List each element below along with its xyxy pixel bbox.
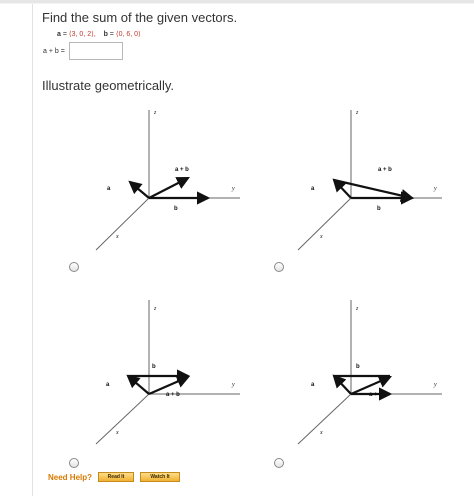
read-it-button[interactable]: Read It bbox=[98, 472, 134, 482]
diagram-4-graphic bbox=[262, 296, 452, 466]
diagram-1-radio[interactable] bbox=[69, 262, 79, 272]
y-axis-label: y bbox=[232, 382, 235, 388]
diagram-2-radio[interactable] bbox=[274, 262, 284, 272]
illustrate-text: Illustrate geometrically. bbox=[42, 78, 174, 93]
diagram-1-graphic bbox=[60, 100, 250, 270]
y-axis-label: y bbox=[434, 382, 437, 388]
vector-sum-label: a + b bbox=[369, 392, 383, 398]
z-axis-label: z bbox=[356, 110, 359, 116]
vector-a-arrow bbox=[334, 376, 351, 394]
diagram-2-graphic bbox=[262, 100, 452, 270]
question-text: Find the sum of the given vectors. bbox=[42, 10, 238, 25]
vector-a-label: a bbox=[106, 382, 110, 388]
vector-b-label: b bbox=[152, 364, 156, 370]
x-axis-label: x bbox=[116, 430, 119, 436]
y-axis-label: y bbox=[434, 186, 437, 192]
vector-a-arrow bbox=[130, 182, 149, 198]
left-rule bbox=[32, 4, 33, 496]
vector-sum-label: a + b bbox=[378, 167, 392, 173]
vector-sum-arrow bbox=[149, 178, 188, 198]
vector-b-value: ⟨0, 6, 0⟩ bbox=[115, 31, 141, 38]
sum-row bbox=[43, 42, 123, 60]
x-axis-label: x bbox=[320, 234, 323, 240]
x-axis-label: x bbox=[320, 430, 323, 436]
vector-b-label: b bbox=[356, 364, 360, 370]
help-bar bbox=[48, 472, 180, 482]
need-help-label: Need Help? bbox=[48, 472, 93, 482]
vector-a-label: a bbox=[311, 382, 315, 388]
z-axis-label: z bbox=[154, 306, 157, 312]
vector-sum-label: a + b bbox=[166, 392, 180, 398]
sum-label: a + b = bbox=[43, 47, 65, 55]
vector-a-label: a bbox=[57, 31, 61, 38]
z-axis-label: z bbox=[356, 306, 359, 312]
diagram-3-radio[interactable] bbox=[69, 458, 79, 468]
vector-b-label: b bbox=[103, 31, 108, 38]
x-axis bbox=[96, 394, 149, 444]
vector-a-arrow bbox=[128, 376, 149, 394]
watch-it-button[interactable]: Watch It bbox=[140, 472, 180, 482]
diagram-option-2 bbox=[262, 100, 452, 270]
vector-definitions: a = ⟨3, 0, 2⟩, b = ⟨0, 6, 0⟩ bbox=[57, 31, 141, 38]
diagram-option-4 bbox=[262, 296, 452, 466]
x-axis bbox=[298, 198, 351, 250]
diagram-4-radio[interactable] bbox=[274, 458, 284, 468]
vector-sum-label: a + b bbox=[175, 167, 189, 173]
diagram-3-graphic bbox=[60, 296, 250, 466]
x-axis bbox=[298, 394, 351, 444]
vector-a-label: a bbox=[107, 186, 111, 192]
diagram-option-3 bbox=[60, 296, 250, 466]
diagram-option-1 bbox=[60, 100, 250, 270]
sum-answer-input[interactable] bbox=[69, 42, 123, 60]
vector-a-value: ⟨3, 0, 2⟩, bbox=[68, 31, 96, 38]
x-axis bbox=[96, 198, 149, 250]
x-axis-label: x bbox=[116, 234, 119, 240]
vector-a-label: a bbox=[311, 186, 315, 192]
z-axis-label: z bbox=[154, 110, 157, 116]
vector-sum-arrow bbox=[334, 180, 412, 198]
vector-b-label: b bbox=[377, 206, 381, 212]
top-border-shadow bbox=[0, 3, 474, 4]
y-axis-label: y bbox=[232, 186, 235, 192]
vector-b-label: b bbox=[174, 206, 178, 212]
